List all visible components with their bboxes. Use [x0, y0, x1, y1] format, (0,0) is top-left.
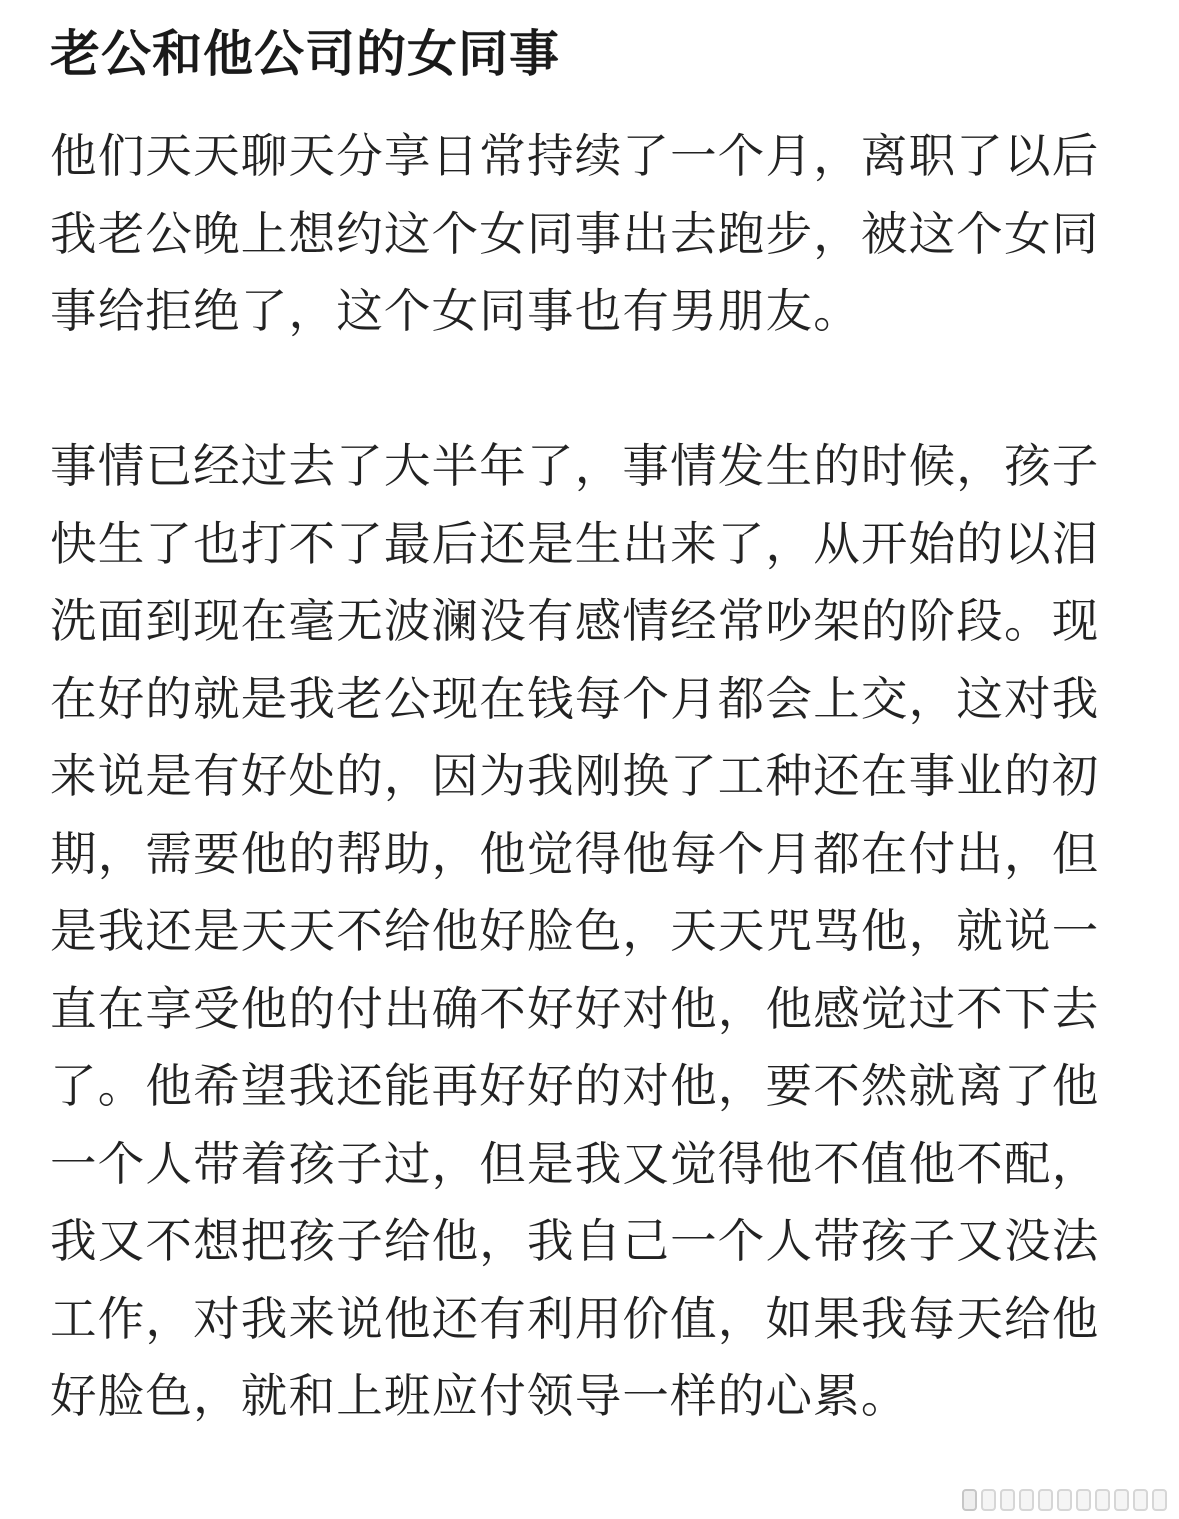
text-line: 是我还是天天不给他好脸色，天天咒骂他，就说一	[50, 904, 1100, 958]
text-line: 事情已经过去了大半年了，事情发生的时候，孩子	[50, 439, 1100, 493]
page-tile	[1057, 1489, 1072, 1511]
text-line: 洗面到现在毫无波澜没有感情经常吵架的阶段。现	[50, 594, 1100, 648]
page-tile	[1076, 1489, 1091, 1511]
text-line: 一个人带着孩子过，但是我又觉得他不值他不配，	[50, 1136, 1100, 1191]
text-line: 我老公晚上想约这个女同事出去跑步，被这个女同	[50, 206, 1100, 261]
page-tile	[1095, 1489, 1110, 1511]
text-line: 工作，对我来说他还有利用价值，如果我每天给他	[50, 1291, 1100, 1346]
page-tile	[1000, 1489, 1015, 1511]
text-line: 快生了也打不了最后还是生出来了，从开始的以泪	[50, 516, 1100, 571]
page-tile	[1038, 1489, 1053, 1511]
text-line: 我又不想把孩子给他，我自己一个人带孩子又没法	[50, 1214, 1100, 1268]
page-tile	[1019, 1489, 1034, 1511]
post-body	[50, 118, 1130, 1436]
text-line: 期，需要他的帮助，他觉得他每个月都在付出，但	[50, 826, 1100, 881]
paragraph-2	[50, 428, 1130, 1436]
paragraph-spacer	[50, 351, 1130, 429]
paragraph-1	[50, 118, 1130, 351]
post-container	[50, 20, 1130, 1436]
text-line: 好脸色，就和上班应付领导一样的心累。	[50, 1369, 909, 1423]
post-title: 老公和他公司的女同事	[50, 25, 560, 83]
stacked-pages-icon	[962, 1489, 1167, 1511]
page-tile	[1114, 1489, 1129, 1511]
text-line: 来说是有好处的，因为我刚换了工种还在事业的初	[50, 749, 1100, 803]
text-line: 了。他希望我还能再好好的对他，要不然就离了他	[50, 1059, 1100, 1113]
text-line: 直在享受他的付出确不好好对他，他感觉过不下去	[50, 981, 1100, 1036]
text-line: 他们天天聊天分享日常持续了一个月，离职了以后	[50, 129, 1100, 183]
page-tile	[1152, 1489, 1167, 1511]
text-line: 事给拒绝了，这个女同事也有男朋友。	[50, 284, 861, 338]
page-tile	[981, 1489, 996, 1511]
page-tile	[962, 1489, 977, 1511]
page-tile	[1133, 1489, 1148, 1511]
text-line: 在好的就是我老公现在钱每个月都会上交，这对我	[50, 671, 1100, 726]
